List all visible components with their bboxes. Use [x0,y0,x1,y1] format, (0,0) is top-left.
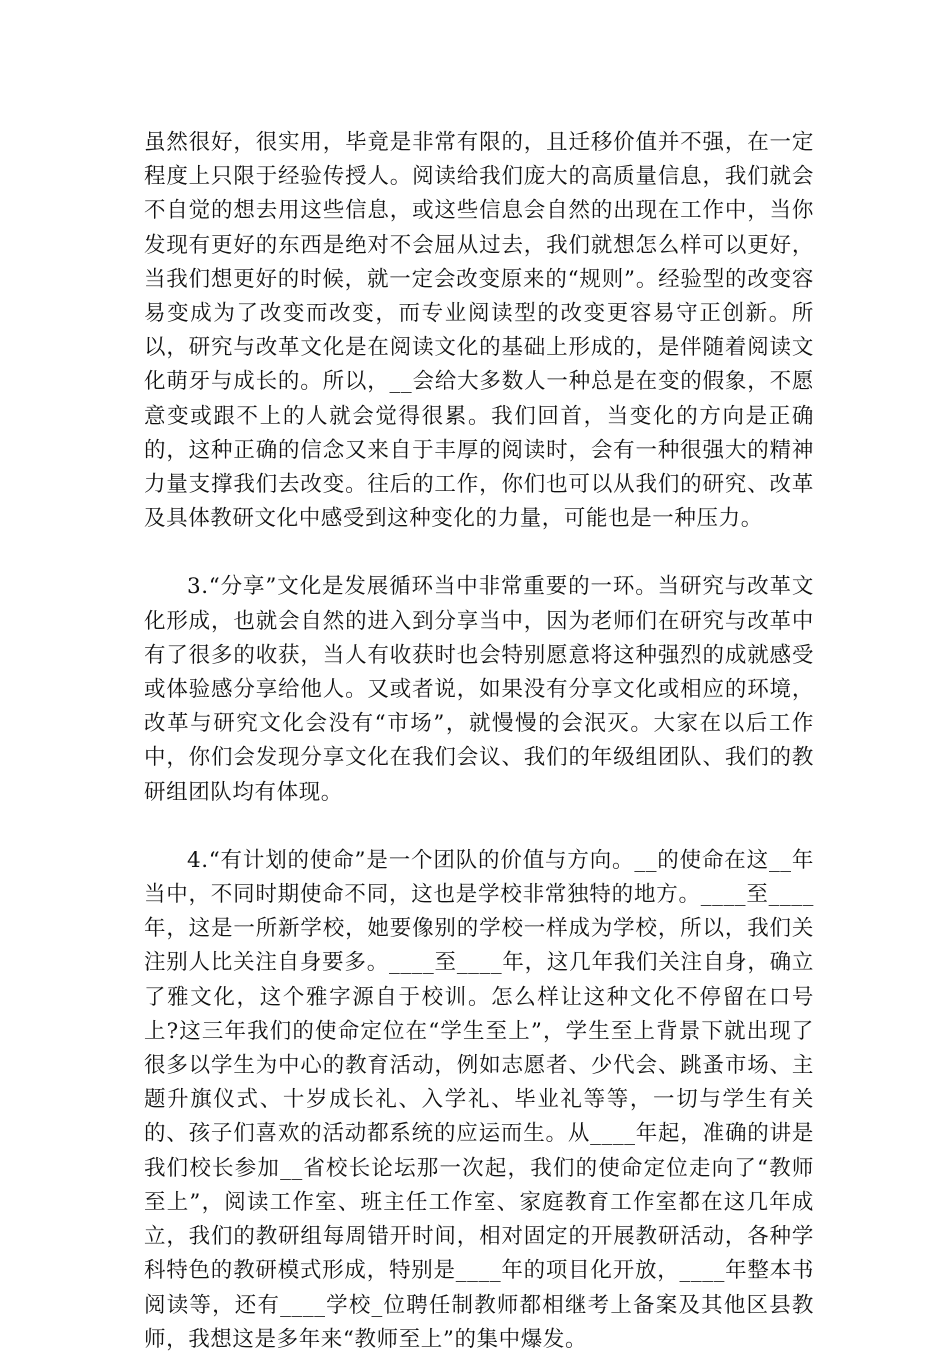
paragraph-continuation: 虽然很好，很实用，毕竟是非常有限的，且迁移价值并不强，在一定程度上只限于经验传授人。阅读给我们庞大的高质量信息，我们就会不自觉的想去用这些信息，或这些信息会自然的出现在工作中，当你发现有更好的东西是绝对不会屈从过去，我们就想怎么样可以更好，当我们想更好的时候，就一定会改变原来的“规则”。经验型的改变容易变成为了改变而改变，而专业阅读型的改变更容易守正创新。所以，研究与改革文化是在阅读文化的基础上形成的，是伴随着阅读文化萌牙与成长的。所以，__会给大多数人一种总是在变的假象，不愿意变或跟不上的人就会觉得很累。我们回首，当变化的方向是正确的，这种正确的信念又来自于丰厚的阅读时，会有一种很强大的精神力量支撑我们去改变。往后的工作，你们也可以从我们的研究、改革及具体教研文化中感受到这种变化的力量，可能也是一种压力。 [144,130,814,532]
paragraph-sharing-culture: 3.“分享”文化是发展循环当中非常重要的一环。当研究与改革文化形成，也就会自然的进入到分享当中，因为老师们在研究与改革中有了很多的收获，当人有收获时也会特别愿意将这种强烈的成就感受或体验感分享给他人。又或者说，如果没有分享文化或相应的环境，改革与研究文化会没有“市场”，就慢慢的会泯灭。大家在以后工作中，你们会发现分享文化在我们会议、我们的年级组团队、我们的教研组团队均有体现。 [144,574,814,805]
paragraph-planned-mission: 4.“有计划的使命”是一个团队的价值与方向。__的使命在这__年当中，不同时期使命不同，这也是学校非常独特的地方。____至____年，这是一所新学校，她要像别的学校一样成为学校，所以，我们关注别人比关注自身要多。____至____年，这几年我们关注自身，确立了雅文化，这个雅字源自于校训。怎么样让这种文化不停留在口号上?这三年我们的使命定位在“学生至上”，学生至上背景下就出现了很多以学生为中心的教育活动，例如志愿者、少代会、跳蚤市场、主题升旗仪式、十岁成长礼、入学礼、毕业礼等等，一切与学生有关的、孩子们喜欢的活动都系统的应运而生。从____年起，准确的讲是我们校长参加__省校长论坛那一次起，我们的使命定位走向了“教师至上”，阅读工作室、班主任工作室、家庭教育工作室都在这几年成立，我们的教研组每周错开时间，相对固定的开展教研活动，各种学科特色的教研模式形成，特别是____年的项目化开放，____年整本书阅读等，还有____学校_位聘任制教师都相继考上备案及其他区县教师，我想这是多年来“教师至上”的集中爆发。 [144,847,814,1352]
document-page [144,126,814,1357]
